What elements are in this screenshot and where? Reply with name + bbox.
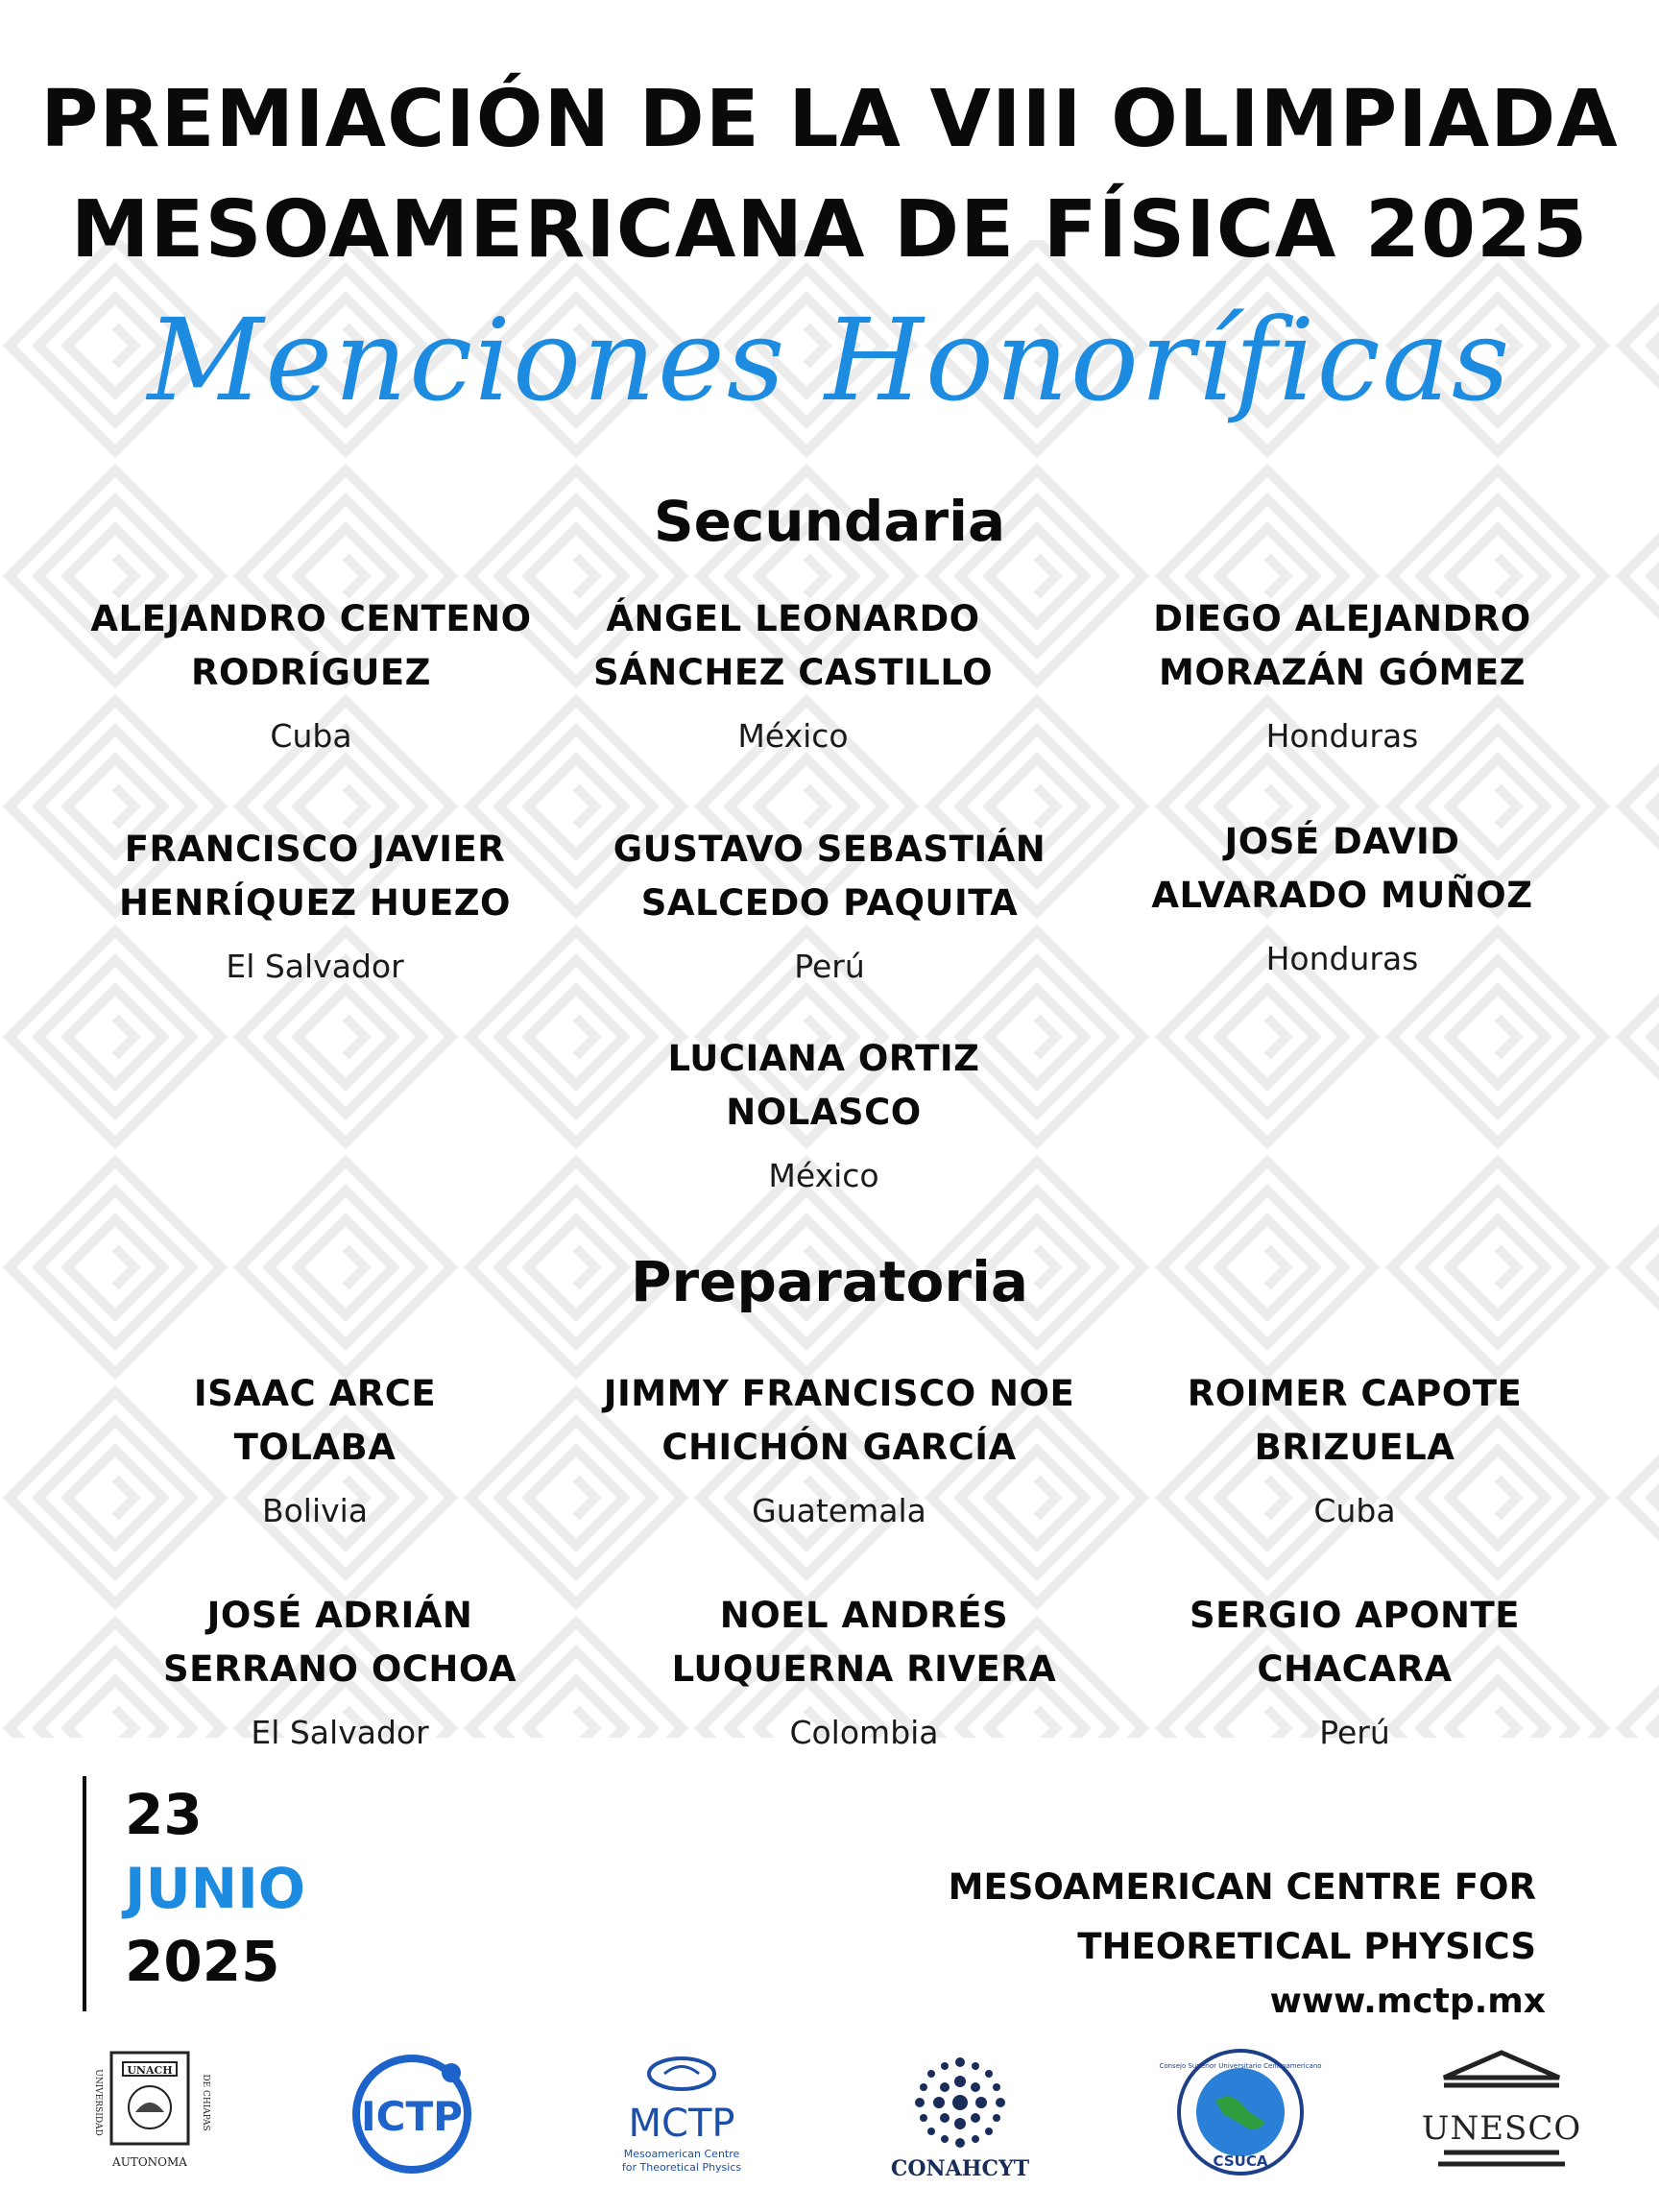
list-item <box>561 823 1098 986</box>
unach-side-right-text: DE CHIAPAS <box>201 2074 210 2131</box>
conahcyt-text: CONAHCYT <box>890 2156 1030 2181</box>
ictp-text: ICTP <box>361 2093 463 2140</box>
entry-country: El Salvador <box>226 948 404 985</box>
section-heading-secundaria: Secundaria <box>653 489 1006 554</box>
entry-name: GUSTAVO SEBASTIÁN <box>613 829 1046 870</box>
entry-name: LUCIANA ORTIZ <box>667 1038 980 1079</box>
entry-country: Colombia <box>789 1714 939 1751</box>
entry-country: México <box>737 717 849 755</box>
unach-top-text: UNACH <box>127 2064 173 2077</box>
entry-name: NOEL ANDRÉS <box>719 1595 1009 1636</box>
date-month: JUNIO <box>125 1856 306 1921</box>
entry-country: Perú <box>794 948 865 985</box>
csuca-logo <box>1159 2045 1322 2179</box>
entry-name: ÁNGEL LEONARDO <box>606 598 980 639</box>
script-subtitle: Menciones Honoríficas <box>147 294 1512 426</box>
entry-name: ISAAC ARCE <box>193 1373 437 1414</box>
mctp-sub-1: Mesoamerican Centre <box>623 2148 740 2160</box>
entry-name: SERGIO APONTE <box>1189 1595 1521 1636</box>
entry-country: Perú <box>1319 1714 1390 1751</box>
entry-name: CHICHÓN GARCÍA <box>661 1427 1017 1468</box>
entry-name: BRIZUELA <box>1254 1427 1455 1468</box>
organizer-line-2: THEORETICAL PHYSICS <box>1077 1926 1536 1967</box>
title-line-1: PREMIACIÓN DE LA VIII OLIMPIADA <box>40 74 1619 165</box>
entry-name: SALCEDO PAQUITA <box>640 882 1019 924</box>
entry-name: LUQUERNA RIVERA <box>671 1648 1057 1690</box>
entry-country: Bolivia <box>261 1492 369 1529</box>
entry-country: Honduras <box>1265 717 1419 755</box>
list-item <box>46 823 584 986</box>
list-item <box>595 1589 1133 1752</box>
mctp-text: MCTP <box>628 2102 735 2146</box>
entry-name: FRANCISCO JAVIER <box>124 829 506 870</box>
date-year: 2025 <box>125 1929 280 1994</box>
website-link[interactable]: www.mctp.mx <box>1269 1982 1546 2021</box>
list-item <box>555 1032 1093 1195</box>
ictp-logo <box>348 2050 477 2179</box>
list-item <box>1086 1589 1623 1752</box>
list-item <box>1073 592 1611 756</box>
entry-name: NOLASCO <box>726 1092 922 1133</box>
entry-name: JOSÉ ADRIÁN <box>206 1595 473 1636</box>
entry-name: TOLABA <box>233 1427 397 1468</box>
mctp-sub-2: for Theoretical Physics <box>621 2161 742 2174</box>
section-heading-preparatoria: Preparatoria <box>630 1249 1029 1314</box>
unesco-text: UNESCO <box>1421 2109 1582 2148</box>
entry-name: JIMMY FRANCISCO NOE <box>603 1373 1075 1414</box>
entry-name: ALVARADO MUÑOZ <box>1151 875 1533 916</box>
list-item <box>42 592 580 756</box>
entry-country: El Salvador <box>251 1714 429 1751</box>
entry-name: RODRÍGUEZ <box>191 652 431 693</box>
entry-name: CHACARA <box>1257 1648 1453 1690</box>
list-item <box>524 592 1062 756</box>
unach-side-left-text: UNIVERSIDAD <box>93 2069 103 2136</box>
entry-country: Cuba <box>1313 1492 1396 1529</box>
unach-bottom-text: AUTONOMA <box>112 2155 187 2169</box>
entry-name: ROIMER CAPOTE <box>1187 1373 1523 1414</box>
organizer-name <box>949 1858 1536 1977</box>
entry-country: México <box>768 1157 879 1194</box>
list-item <box>71 1589 609 1752</box>
entry-name: ALEJANDRO CENTENO <box>90 598 532 639</box>
conahcyt-logo <box>878 2045 1042 2184</box>
entry-country: Cuba <box>270 717 352 755</box>
mctp-logo <box>605 2050 758 2179</box>
entry-name: SERRANO OCHOA <box>162 1648 517 1690</box>
entry-name: DIEGO ALEJANDRO <box>1153 598 1531 639</box>
organizer-line-1: MESOAMERICAN CENTRE FOR <box>948 1866 1536 1908</box>
csuca-text: CSUCA <box>1213 2152 1268 2170</box>
entry-country: Honduras <box>1265 940 1419 977</box>
date-day: 23 <box>125 1782 203 1847</box>
list-item <box>46 1367 584 1530</box>
entry-name: HENRÍQUEZ HUEZO <box>118 882 511 924</box>
unach-logo <box>83 2045 217 2179</box>
csuca-ring-text: Consejo Superior Universitario Centroamericano <box>1159 2062 1322 2070</box>
unesco-logo <box>1421 2045 1582 2179</box>
date-divider <box>83 1776 86 2011</box>
title-line-2: MESOAMERICANA DE FÍSICA 2025 <box>70 184 1589 276</box>
entry-name: SÁNCHEZ CASTILLO <box>592 652 994 693</box>
list-item <box>570 1367 1108 1530</box>
list-item <box>1086 1367 1623 1530</box>
entry-country: Guatemala <box>752 1492 926 1529</box>
entry-name: JOSÉ DAVID <box>1224 821 1460 862</box>
entry-name: MORAZÁN GÓMEZ <box>1159 652 1526 693</box>
list-item <box>1073 815 1611 978</box>
